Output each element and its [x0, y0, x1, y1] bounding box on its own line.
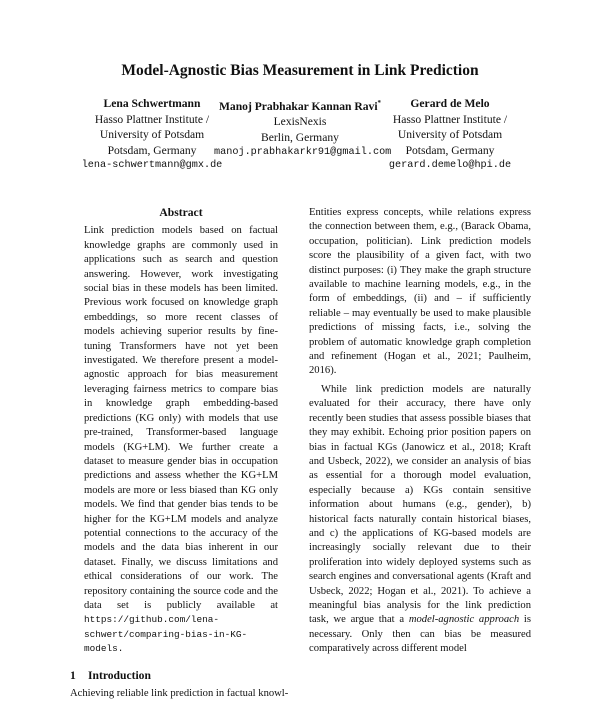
- paper-title: Model-Agnostic Bias Measurement in Link Prediction: [121, 62, 479, 79]
- author-affiliation: University of Potsdam: [397, 128, 503, 141]
- author-affiliation: Hasso Plattner Institute /: [94, 112, 210, 126]
- author-affiliation: LexisNexis: [273, 115, 327, 129]
- left-column: [70, 206, 292, 701]
- intro-paragraph: Achieving reliable link prediction in factual knowl-: [70, 688, 289, 699]
- right-column: [309, 206, 531, 657]
- author-name: Lena Schwertmann: [103, 97, 201, 110]
- author-location: Potsdam, Germany: [107, 143, 197, 157]
- author-block: [362, 96, 538, 174]
- author-footnote-mark: *: [377, 99, 382, 107]
- emphasized-text: model-agnostic approach: [408, 614, 520, 626]
- abstract-body: [84, 224, 278, 656]
- author-name: Gerard de Melo: [410, 97, 490, 110]
- abstract-heading: Abstract: [159, 206, 203, 219]
- section-heading: [70, 669, 292, 683]
- author-location: Potsdam, Germany: [405, 143, 495, 157]
- author-email: lena-schwertmann@gmx.de: [81, 160, 223, 171]
- author-name-line: [214, 96, 386, 114]
- author-block: [214, 96, 392, 161]
- paragraph-text: While link prediction models are naturally evaluated for their accuracy, there have only recently been studies that assess possible biases that they may exhibit. Echoing prior position papers on bias in factual KGs (Janowicz et al., 2018; Kraft and Usbeck, 2022), we consider an analysis of bias as essential for a thorough model evaluation, especially because a) KGs contain sensitive information about humans (e.g., gender), b) historical facts naturally contain historical biases, and c) the applications of KG-based models are increasingly socially relevant due to their proliferation into widely deployed systems such as search engines and conversational agents (Kraft and Usbeck, 2022; Hogan et al., 2021). To achieve a meaningful bias analysis for the link prediction task, we argue that a: [309, 383, 531, 626]
- section-title: Introduction: [88, 668, 151, 682]
- author-name: Manoj Prabhakar Kannan Ravi: [218, 99, 378, 113]
- body-paragraph: [309, 383, 531, 657]
- repository-link[interactable]: https://github.com/lena-schwert/comparing-bias-in-KG-models.: [84, 614, 248, 655]
- body-paragraph: Entities express concepts, while relations express the connection between them, e.g., (Barack Obama, occupation, politician). Link prediction models score the plausibility of a given fact, with two distinct purposes: (i) They make the graph structure available to machine learning models, e.g., in the form of embeddings, (ii) and – if sufficiently reliable – may eventually be used to make plausible predictions of missing facts, i.e., solving the problem of automatic knowledge graph completion and refinement (Hogan et al., 2021; Paulheim, 2016).: [309, 207, 531, 377]
- author-affiliation: University of Potsdam: [99, 128, 205, 141]
- paragraph-text: is necessary. Only then can bias be measured comparatively across different model: [309, 614, 531, 655]
- author-email: manoj.prabhakarkr91@gmail.com: [214, 147, 392, 159]
- abstract-text: Link prediction models based on factual knowledge graphs are commonly used in applications such as search and question answering. However, work investigating social bias in these models has been limited. Previous work focused on knowledge graph embeddings, so more recent classes of models achieving superior results by fine-tuning Transformers have not yet been investigated. We therefore present a model-agnostic approach for bias measurement leveraging fairness metrics to compare bias in knowledge graph embedding-based predictions (KG only) with models that use pre-trained, Transformer-based language models (KG+LM). We further create a dataset to measure gender bias in occupation predictions and assess whether the KG+LM models are more or less biased than KG only models. We find that gender bias tends to be higher for the KG+LM models and analyze potential connections to the accuracy of the models and the data bias inherent in our dataset. Finally, we discuss limitations and ethical considerations of our work. The repository containing the source code and the data set is publicly available at: [84, 225, 278, 611]
- section-number: 1: [70, 668, 76, 682]
- author-affiliation: Berlin, Germany: [261, 130, 339, 144]
- author-affiliation: Hasso Plattner Institute /: [392, 112, 508, 126]
- author-email: gerard.demelo@hpi.de: [388, 160, 512, 171]
